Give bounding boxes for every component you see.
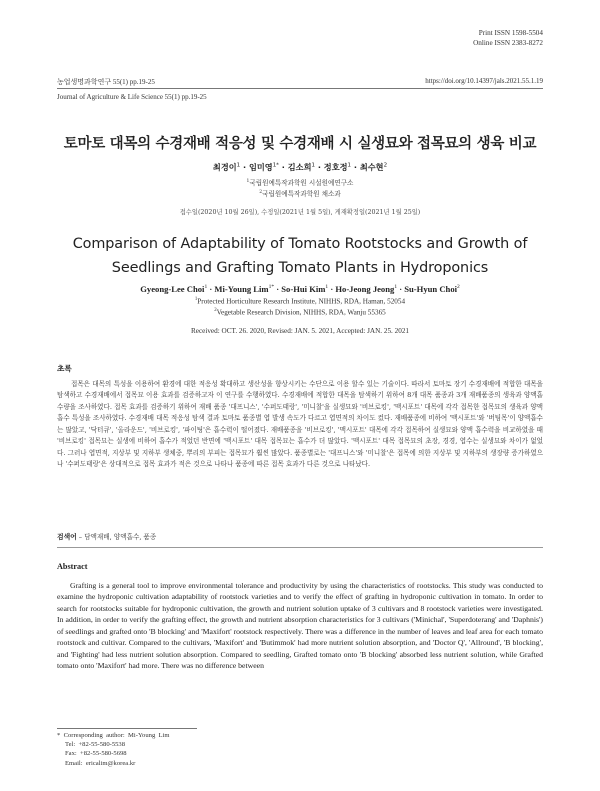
keywords-text: – 담액재배, 양액흡수, 품종 [76,533,157,541]
author-en-sup: 1 [325,284,329,291]
affiliation-en-2: $^2$Vegetable Research Division, NIHHS, RDA, Wanju 55365 [214,308,386,317]
header-divider [57,88,543,89]
doi-link[interactable]: https://doi.org/10.14397/jals.2021.55.1.19 [425,77,543,85]
online-issn: Online ISSN 2383-8272 [473,39,543,47]
authors-english [30,284,570,294]
author-separator: · [397,284,405,294]
tel: Tel: +82-55-580-5538 [65,741,126,749]
author-separator: · [240,162,249,172]
author-en-name: So-Hui Kim [281,284,326,294]
author-separator: · [314,162,324,172]
author-ko-sup: 1 [311,162,315,169]
author-ko-name: 최경이 [212,162,237,172]
author-separator: · [207,284,215,294]
author-separator: · [328,284,336,294]
print-issn: Print ISSN 1598-5504 [478,29,543,37]
keywords [57,531,156,541]
author-en-sup: 1 [394,284,398,291]
author-separator: · [278,162,288,172]
issn-block [473,28,543,48]
keywords-label: 검색어 [57,533,77,541]
author-ko-sup: 1* [272,162,279,169]
author-ko-name: 최수현 [359,162,384,172]
authors-korean [40,162,560,173]
email[interactable]: Email: ericalim@korea.kr [65,759,136,767]
author-en-sup: 2 [457,284,460,291]
title-english: Comparison of Adaptability of Tomato Rootstocks and Growth of Seedlings and Grafting Tomato Plants in Hydroponics [72,236,528,276]
author-en-name: Gyeong-Lee Choi [140,284,205,294]
affiliation-ko-1: $^1$국립원예특작과학원 시설원예연구소 [246,178,354,187]
author-separator: · [351,162,360,172]
abstract-en-heading: Abstract [57,562,88,571]
author-separator: · [274,284,282,294]
affiliation-en-1: $^1$Protected Horticulture Research Institute, NIHHS, RDA, Haman, 52054 [194,297,406,306]
dates-english: Received: OCT. 26. 2020, Revised: JAN. 5. 2021, Accepted: JAN. 25. 2021 [190,327,410,335]
author-en-name: Su-Hyun Choi [404,284,458,294]
dates-korean: 접수일(2020년 10월 26일), 수정일(2021년 1월 5일), 게재확정일(2021년 1월 25일) [179,209,421,216]
abstract-en-body: Grafting is a general tool to improve environmental tolerance and productivity by using the characteristics of rootstocks. This study was conducted to examine the hydroponic cultivation adaptability of rootstock varieties and to verify the effect of grafting in hydroponic cultivation in tomato. In order to search for rootstocks suitable for hydroponic cultivation, the growth and nutrient solution uptake of 3 cultivars and 8 rootstock varieties were investigated. In addition, in order to verify the grafting effect, the growth and nutrient absorption characteristics for 3 cultivars ('Minichal', 'Superdoterang' and 'Daphnis') of seedlings and grafted onto 'B blocking' and 'Maxifort' rootstock respectively. There was a difference in the number of leaves and leaf area for each tomato rootstock and cultivar. Compared to the cultivars, 'Maxifort' and 'Butimmok' had more nutrient solution absorption, and 'Doctor Q', 'Allround', 'B blocking', and 'Fighting' had less nutrient solution absorption. Compared to seedling, Grafted tomato onto 'B blocking' absorbed less nutrient solution, while Grafted tomato onto 'Maxifort' had more. There was no difference between [57,581,543,671]
abstract-ko-heading: 초록 [57,364,72,373]
author-ko-name: 김소희 [287,162,312,172]
fax: Fax: +82-55-580-5698 [65,750,127,758]
author-ko-name: 임미영 [248,162,273,172]
author-ko-name: 정호정 [323,162,348,172]
section-divider [57,547,543,548]
journal-header-ko: 농업생명과학연구 55(1) pp.19-25 [57,78,155,86]
footnote [57,731,170,768]
abstract-ko-body: 접목은 대목의 특성을 이용하여 환경에 대한 적응성 확대하고 생산성을 향상시키는 수단으로 이용 할수 있는 기술이다. 따라서 토마토 장기 수경재배에 적합한 대목을 탐색하고 수경재배에서 접목묘 이용 효과를 검증하고자 이 연구를 수행하였다. 수경재배에 적합한 대목을 탐색하기 위하여 8개 대목 품종과 3개 재배품종의 생육과 양액흡수량을 조사하였다. 접목 효과를 검증하기 위하여 재배 품종 '대프니스', '수퍼도태랑', '미니찰'을 실생묘와 '비브로킹', '맥시포트' 대목에 각각 접목한 접목묘의 생육과 양액흡수 특성을 조사하였다. 수경재배 대목 적응성 탐색 결과 토마토 품종별 엽 발생 속도가 다르고 엽면적의 차이도 컸다. 재배품종에 비하여 '맥시포트'와 '버팀목'이 양액흡수는 많았고, '닥터큐', '올라운드', '비브로킹', '파이팅'은 흡수력이 떨어졌다. 재배품종을 '비브로킹', '맥시포트' 대목에 각각 접목하여 실생묘와 양액 흡수력을 비교하였을 때 '비브로킹' 접목묘는 실생에 비하여 흡수가 적었던 반면에 '맥시포트' 대목 접목묘는 흡수가 더 많았다. '맥시포트' 대목 접목묘의 초장, 경경, 엽수는 실생묘와 차이가 없었다. 그러나 엽면적, 지상부 및 지하부 생체중, 뿌리의 부피는 접목묘가 훨씬 많았다. 품종별로는 '대프니스'와 '미니찰'은 접목에 의한 지상부 및 지하부의 생장량 증가하였으나 '수퍼도태랑'은 상대적으로 접목 효과가 적은 것으로 나타나 품종에 따른 접목 효과가 다른 것으로 나타났다. [57,380,543,469]
author-ko-sup: 1 [236,162,241,169]
corresponding-author: * Corresponding author: Mi-Young Lim [57,732,170,739]
journal-header-en: Journal of Agriculture & Life Science 55(1) pp.19-25 [57,93,207,101]
affiliation-ko-2: $^2$국립원예특작과학원 채소과 [259,189,341,198]
footnote-divider [57,728,197,729]
author-en-sup: 1* [268,284,275,291]
author-en-sup: 1 [204,284,208,291]
author-en-name: Mi-Young Lim [214,284,269,294]
author-en-name: Ho-Jeong Jeong [335,284,395,294]
title-korean: 토마토 대목의 수경재배 적응성 및 수경재배 시 실생묘와 접목묘의 생육 비교 [63,136,537,152]
author-ko-sup: 2 [383,162,388,169]
author-ko-sup: 1 [347,162,352,169]
